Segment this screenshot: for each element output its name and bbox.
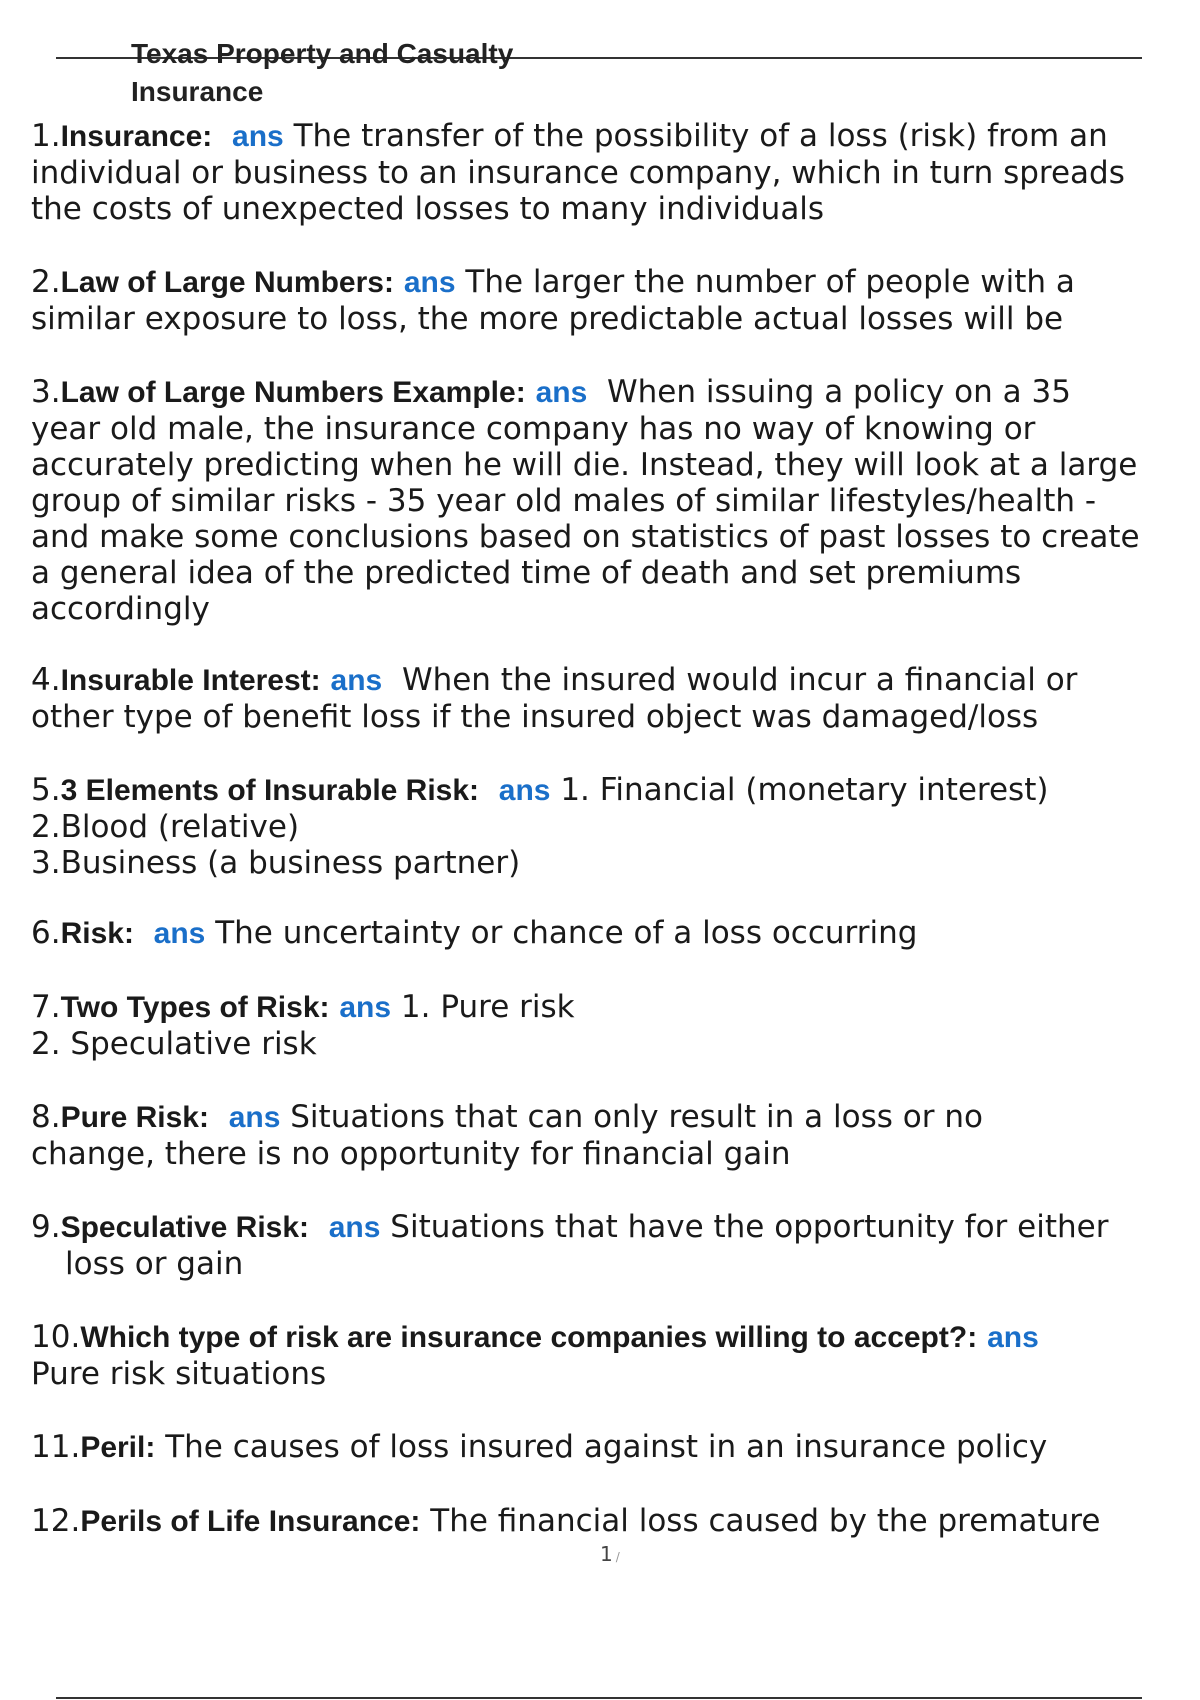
entry-term: Law of Large Numbers Example: xyxy=(60,376,526,409)
flashcard-entry xyxy=(31,662,1191,735)
document-title xyxy=(131,35,513,111)
entry-number: 11. xyxy=(31,1429,81,1465)
answer-marker: ans xyxy=(498,774,551,807)
entry-number: 10. xyxy=(31,1319,81,1355)
entry-term: Speculative Risk: xyxy=(60,1211,310,1244)
answer-marker: ans xyxy=(228,1101,281,1134)
entry-term: Which type of risk are insurance companies willing to accept?: xyxy=(80,1321,978,1354)
flashcard-entry xyxy=(31,1319,1191,1392)
entry-number: 2. xyxy=(31,264,61,300)
entry-definition-line: The larger the number of people with a xyxy=(465,264,1075,300)
entry-definition-line: 3.Business (a business partner) xyxy=(31,845,521,881)
entry-definition-line: the costs of unexpected losses to many individuals xyxy=(31,191,825,227)
entry-definition-line: 2.Blood (relative) xyxy=(31,809,300,845)
answer-marker: ans xyxy=(232,120,284,153)
entry-definition-line: 2. Speculative risk xyxy=(31,1026,317,1062)
entry-number: 8. xyxy=(31,1099,61,1135)
entry-number: 12. xyxy=(31,1503,81,1539)
entry-term: Insurable Interest: xyxy=(60,664,321,697)
entry-definition-line: When the insured would incur a financial or xyxy=(401,662,1078,698)
entry-term: Peril: xyxy=(80,1431,156,1464)
flashcard-entry xyxy=(31,374,1191,627)
entry-definition-line: 1. Pure risk xyxy=(400,989,575,1025)
entry-definition-line: year old male, the insurance company has no way of knowing or xyxy=(31,411,1036,447)
entry-definition-line: accurately predicting when he will die. Instead, they will look at a large xyxy=(31,447,1138,483)
entry-definition-line: and make some conclusions based on statistics of past losses to create xyxy=(31,519,1140,555)
entry-definition-line: individual or business to an insurance company, which in turn spreads xyxy=(31,155,1125,191)
entry-term: Perils of Life Insurance: xyxy=(80,1505,421,1538)
entry-number: 4. xyxy=(31,662,61,698)
entry-number: 3. xyxy=(31,374,61,410)
flashcard-entry xyxy=(31,1429,1191,1466)
entry-definition-line: Situations that can only result in a loss or no xyxy=(290,1099,983,1135)
flashcard-entry xyxy=(31,772,1191,881)
entry-definition-line: The causes of loss insured against in an insurance policy xyxy=(165,1429,1048,1465)
flashcard-list xyxy=(31,118,1191,1577)
answer-marker: ans xyxy=(328,1211,381,1244)
entry-definition-line: Situations that have the opportunity for either xyxy=(390,1209,1109,1245)
answer-marker: ans xyxy=(330,664,383,697)
answer-marker: ans xyxy=(339,991,392,1024)
flashcard-entry xyxy=(31,1503,1191,1540)
title-line-1: Texas Property and Casualty xyxy=(131,38,514,69)
entry-definition-line: a general idea of the predicted time of death and set premiums xyxy=(31,555,1022,591)
page-suffix: / xyxy=(615,1550,620,1564)
entry-number: 7. xyxy=(31,989,61,1025)
flashcard-entry xyxy=(31,1099,1191,1172)
entry-term: Two Types of Risk: xyxy=(60,991,330,1024)
entry-definition-line: 1. Financial (monetary interest) xyxy=(560,772,1049,808)
answer-marker: ans xyxy=(987,1321,1039,1354)
entry-definition-line: other type of benefit loss if the insured object was damaged/loss xyxy=(31,699,1039,735)
entry-definition-line: change, there is no opportunity for financial gain xyxy=(31,1136,791,1172)
answer-marker: ans xyxy=(535,376,588,409)
flashcard-entry xyxy=(31,915,1191,952)
flashcard-entry xyxy=(31,264,1191,337)
entry-definition-line: The uncertainty or chance of a loss occurring xyxy=(215,915,918,951)
entry-definition-line: Pure risk situations xyxy=(31,1356,327,1392)
bottom-rule xyxy=(56,1697,1142,1699)
entry-number: 6. xyxy=(31,915,61,951)
entry-definition-line: When issuing a policy on a 35 xyxy=(606,374,1071,410)
entry-definition-line: loss or gain xyxy=(65,1246,244,1282)
entry-term: Pure Risk: xyxy=(60,1101,209,1134)
entry-definition-line: group of similar risks - 35 year old males of similar lifestyles/health - xyxy=(31,483,1097,519)
entry-number: 1. xyxy=(31,118,61,154)
entry-definition-line: The transfer of the possibility of a loss (risk) from an xyxy=(293,118,1108,154)
entry-term: Insurance: xyxy=(60,120,213,153)
flashcard-entry xyxy=(31,989,1191,1062)
flashcard-entry xyxy=(31,118,1191,227)
entry-number: 5. xyxy=(31,772,61,808)
entry-term: 3 Elements of Insurable Risk: xyxy=(60,774,480,807)
entry-definition-line: similar exposure to loss, the more predictable actual losses will be xyxy=(31,301,1064,337)
entry-definition-line: The financial loss caused by the premature xyxy=(430,1503,1101,1539)
flashcard-entry xyxy=(31,1209,1191,1282)
entry-term: Risk: xyxy=(60,917,134,950)
entry-term: Law of Large Numbers: xyxy=(60,266,394,299)
answer-marker: ans xyxy=(153,917,206,950)
page-number: 1 / xyxy=(600,1542,620,1566)
entry-definition-line: accordingly xyxy=(31,591,210,627)
entry-number: 9. xyxy=(31,1209,61,1245)
answer-marker: ans xyxy=(403,266,456,299)
title-line-2: Insurance xyxy=(131,76,264,107)
